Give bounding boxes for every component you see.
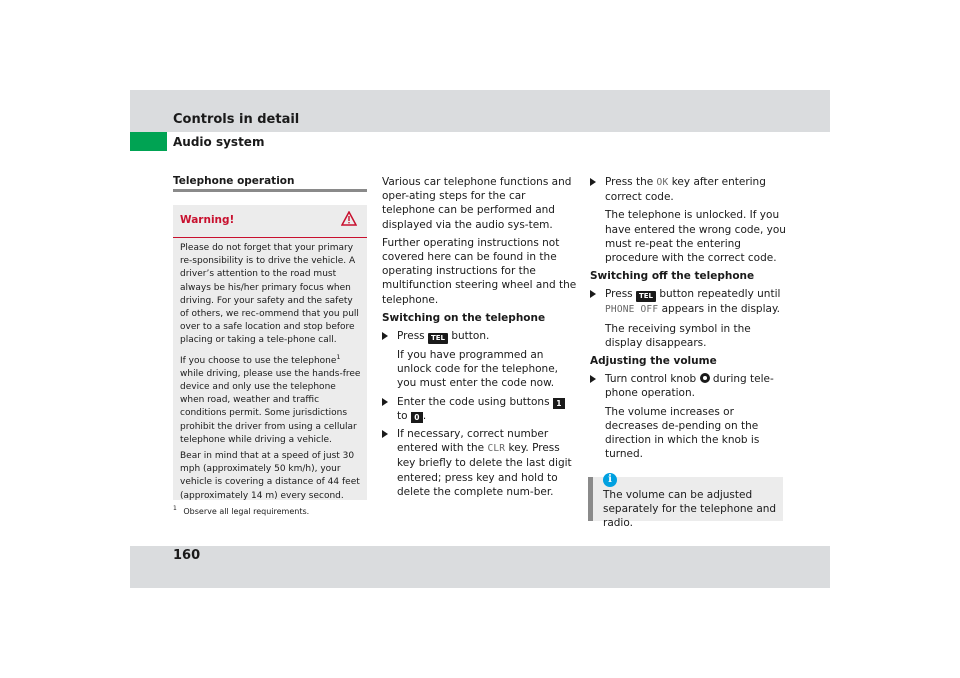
ok-key-label: OK bbox=[656, 177, 669, 188]
page-number: 160 bbox=[173, 548, 201, 563]
footnote-text: Observe all legal requirements. bbox=[183, 506, 310, 516]
info-icon: i bbox=[603, 473, 617, 487]
chapter-color-tab bbox=[130, 132, 167, 151]
step-note: The receiving symbol in the display disappears. bbox=[605, 322, 751, 349]
step-arrow-icon bbox=[382, 430, 388, 438]
phone-off-display: PHONE OFF bbox=[605, 304, 659, 316]
step-turn-knob: Turn control knob during tele-phone operation. bbox=[590, 372, 786, 400]
switch-off-heading: Switching off the telephone bbox=[590, 270, 755, 283]
step-press-tel-repeatedly: Press TEL button repeatedly until PHONE OFF appears in the display. bbox=[590, 287, 786, 317]
warning-text: If you choose to use the telephone bbox=[180, 355, 337, 366]
volume-heading: Adjusting the volume bbox=[590, 355, 717, 368]
step-correct-number: If necessary, correct number entered with the CLR key. Press key briefly to delete the last digit entered; press key and hold to delete the complete num-ber. bbox=[382, 427, 578, 499]
step-note: If you have programmed an unlock code for the telephone, you must enter the code now. bbox=[397, 349, 558, 390]
step-note: The volume increases or decreases de-pending on the direction in which the knob is turned. bbox=[605, 405, 760, 461]
footer-band bbox=[130, 546, 830, 588]
step-enter-code: Enter the code using buttons 1 to 0 . bbox=[382, 395, 578, 423]
step-arrow-icon bbox=[590, 375, 596, 383]
intro-paragraph: Further operating instructions not covered here can be found in the operating instructions for the multifunction steering wheel and the telephone. bbox=[382, 236, 577, 306]
control-knob-icon bbox=[700, 373, 710, 383]
step-arrow-icon bbox=[590, 178, 596, 186]
tel-key-icon: TEL bbox=[428, 333, 448, 344]
step-press-ok: Press the OK key after entering correct code. bbox=[590, 175, 786, 204]
footnote-marker: 1 bbox=[336, 352, 341, 361]
warning-paragraph: Please do not forget that your primary re-sponsibility is to drive the vehicle. A driver’s attention to the road must always be his/her primary focus when driving. For your safety and the safety of others, we rec-ommend that you pull over to a safe location and stop before placing or taking a tele-phone call. bbox=[180, 243, 359, 346]
info-text: The volume can be adjusted separately for the telephone and radio. bbox=[603, 489, 777, 529]
tel-key-icon: TEL bbox=[636, 291, 656, 302]
right-column bbox=[590, 175, 786, 465]
middle-column bbox=[382, 175, 578, 503]
step-arrow-icon bbox=[382, 398, 388, 406]
step-note: The telephone is unlocked. If you have entered the wrong code, you must re-peat the entering procedure with the correct code. bbox=[605, 209, 786, 265]
key-0-icon: 0 bbox=[411, 412, 423, 423]
footnote bbox=[173, 503, 309, 518]
step-arrow-icon bbox=[590, 290, 596, 298]
warning-divider bbox=[173, 237, 367, 238]
heading-rule bbox=[173, 189, 367, 192]
telephone-operation-heading: Telephone operation bbox=[173, 175, 295, 187]
footnote-mark: 1 bbox=[173, 505, 177, 512]
step-arrow-icon bbox=[382, 332, 388, 340]
info-side-bar bbox=[588, 477, 593, 521]
step-press-tel: Press TEL button. bbox=[382, 329, 578, 344]
key-1-icon: 1 bbox=[553, 398, 565, 409]
chapter-title: Controls in detail bbox=[173, 112, 300, 127]
warning-text: while driving, please use the hands-free device and only use the telephone when road, weather and traffic conditions permit. Some jurisdictions prohibit the driver from using a cellular telephone while driving a vehicle. bbox=[180, 368, 361, 445]
warning-paragraph bbox=[180, 351, 362, 447]
warning-title: Warning! bbox=[180, 214, 235, 226]
section-title: Audio system bbox=[173, 135, 265, 149]
intro-paragraph: Various car telephone functions and oper-ating steps for the car telephone can be performed and displayed via the audio sys-tem. bbox=[382, 176, 572, 231]
warning-body bbox=[180, 242, 362, 506]
warning-triangle-icon bbox=[341, 211, 357, 226]
switch-on-heading: Switching on the telephone bbox=[382, 311, 546, 324]
warning-paragraph: Bear in mind that at a speed of just 30 mph (approximately 50 km/h), your vehicle is covering a distance of 44 feet (approximately 14 m) every second. bbox=[180, 451, 360, 501]
clr-key-label: CLR bbox=[487, 443, 506, 455]
